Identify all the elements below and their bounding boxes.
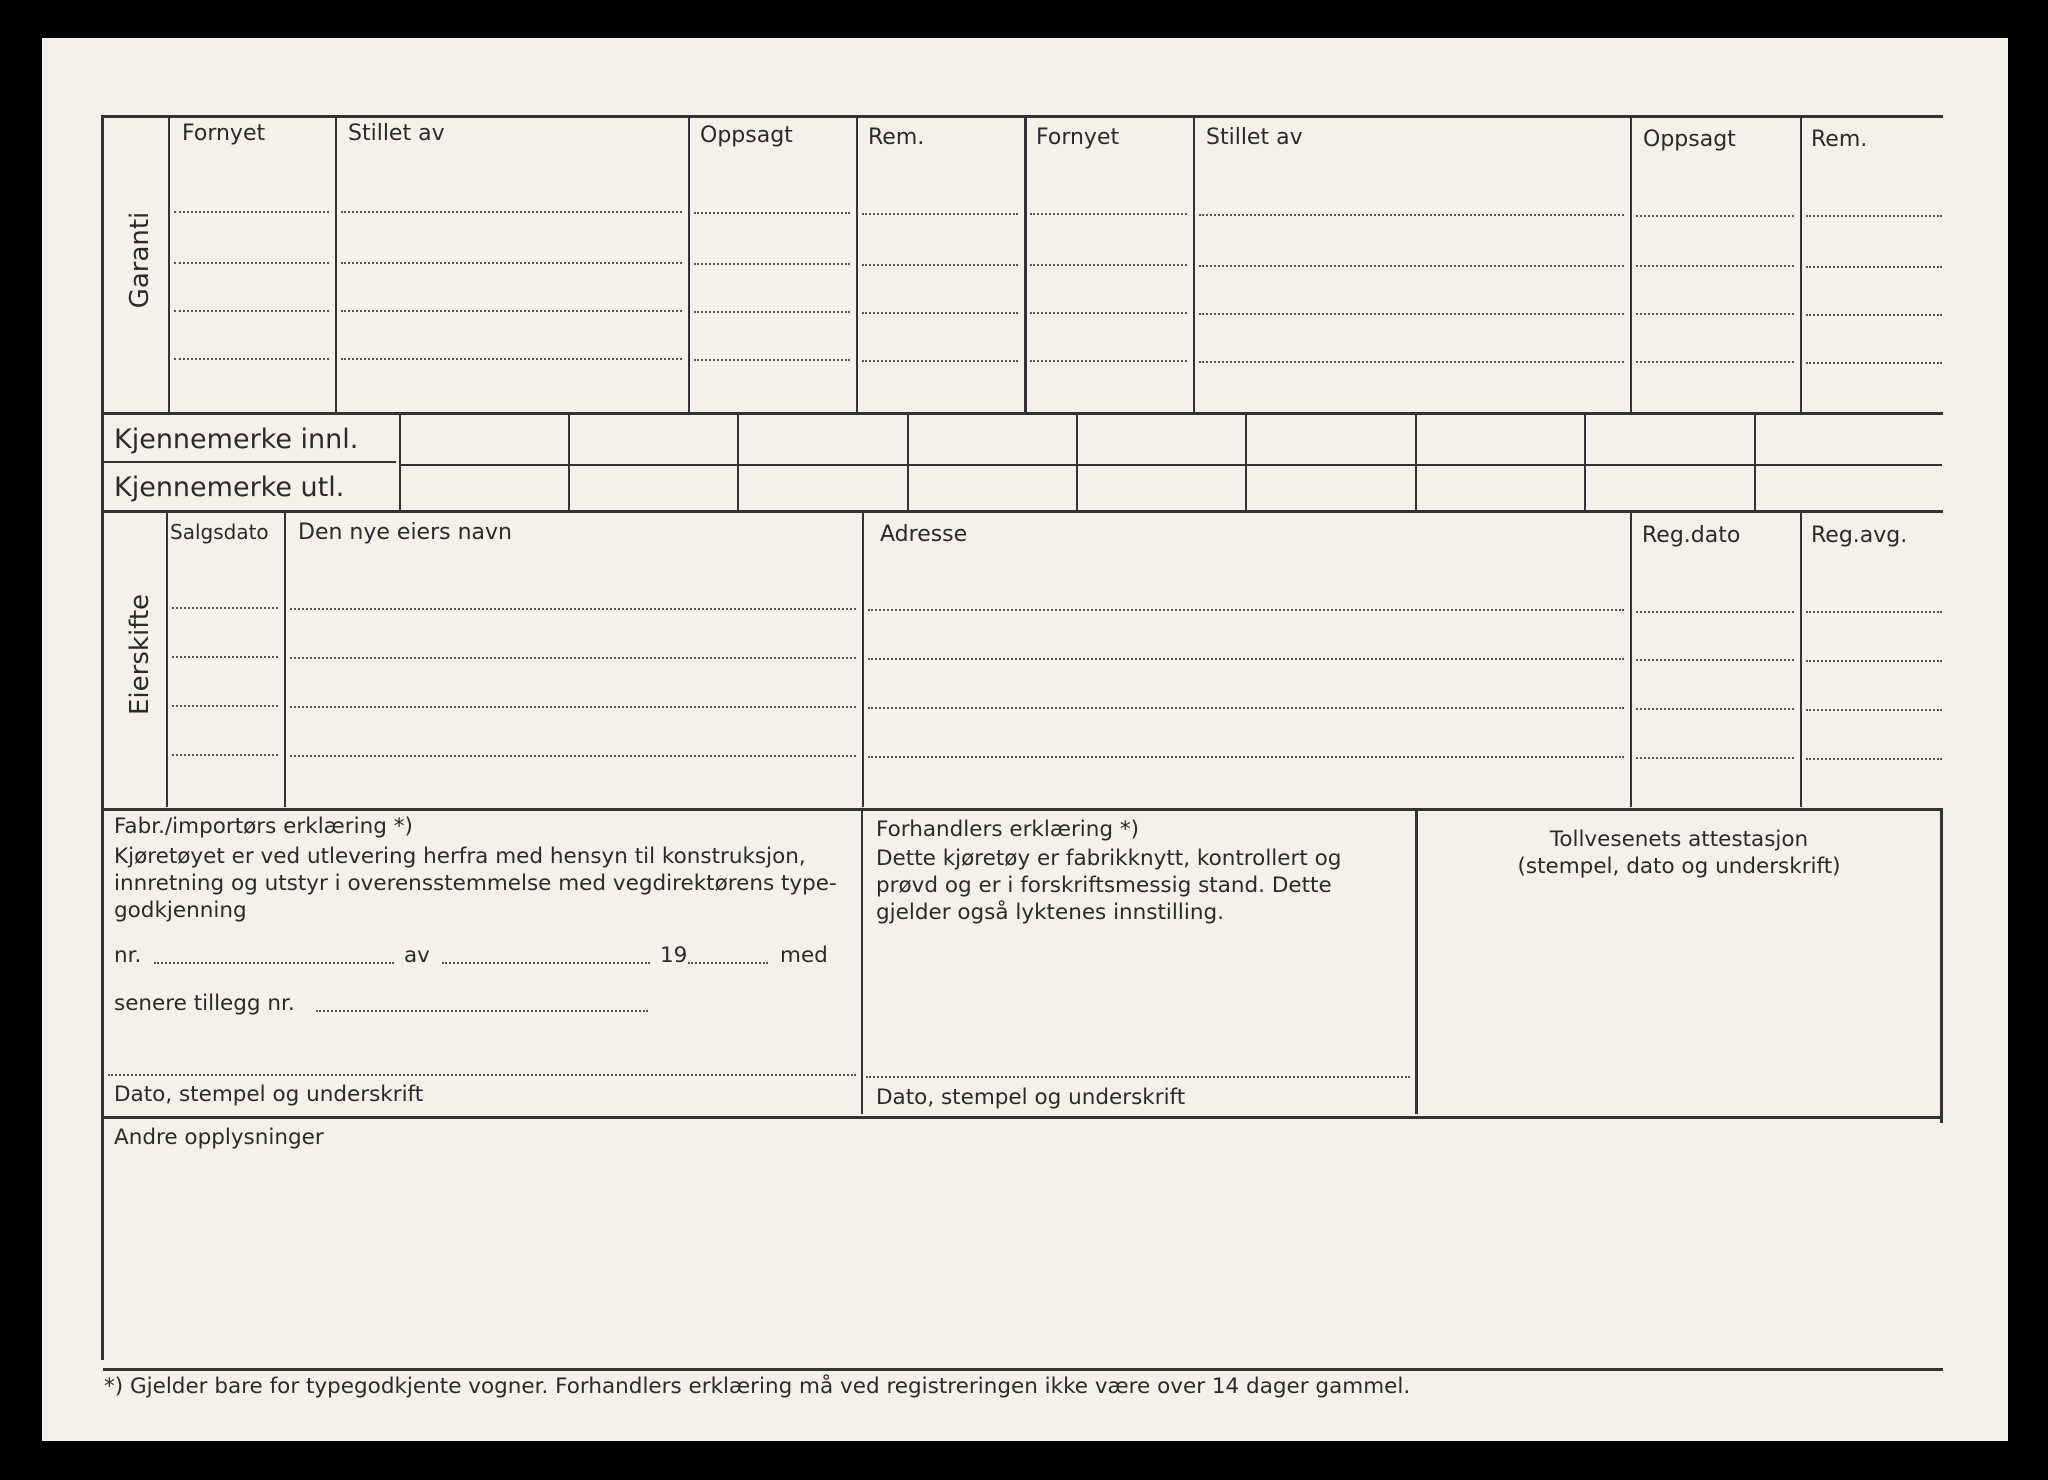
garanti-divider — [335, 117, 337, 412]
tillegg-label: senere tillegg nr. — [114, 991, 295, 1016]
section-separator — [103, 412, 1943, 415]
eierskifte-header-salgsdato: Salgsdato — [170, 520, 269, 544]
kjennemerke-cell-divider — [1754, 415, 1756, 510]
eierskifte-divider — [1630, 513, 1632, 807]
frame-top-line — [103, 115, 1943, 118]
garanti-header-fornyet: Fornyet — [1036, 125, 1120, 150]
nr-field[interactable] — [154, 962, 394, 964]
kjennemerke-row-line — [401, 464, 1942, 466]
garanti-divider — [688, 117, 690, 412]
garanti-divider — [856, 117, 858, 412]
toll-subtitle: (stempel, dato og underskrift) — [1517, 854, 1841, 879]
garanti-label: Garanti — [125, 211, 155, 309]
kjennemerke-cell-divider — [1584, 415, 1586, 510]
section-separator — [103, 1116, 1943, 1119]
forhandler-signature-label: Dato, stempel og underskrift — [876, 1085, 1186, 1110]
eierskifte-divider — [862, 513, 864, 807]
toll-title: Tollvesenets attestasjon — [1549, 827, 1809, 852]
garanti-header-fornyet: Fornyet — [182, 121, 266, 146]
kjennemerke-cell-divider — [1415, 415, 1417, 510]
fabrikant-signature-label: Dato, stempel og underskrift — [114, 1082, 424, 1107]
kjennemerke-cell-divider — [737, 415, 739, 510]
tillegg-field[interactable] — [316, 1010, 648, 1012]
kjennemerke-row-line — [103, 461, 396, 463]
garanti-divider — [1193, 117, 1195, 412]
garanti-divider — [1024, 117, 1027, 412]
garanti-header-stillet-av: Stillet av — [1206, 125, 1303, 150]
kjennemerke-cell-divider — [1245, 415, 1247, 510]
garanti-divider — [1800, 117, 1802, 412]
footnote: *) Gjelder bare for typegodkjente vogner. Forhandlers erklæring må ved registreringen ikke være over 14 dager gammel. — [104, 1374, 1411, 1399]
declaration-right-border — [1940, 811, 1943, 1123]
frame-left-line — [101, 115, 104, 1360]
kjennemerke-utl-label: Kjennemerke utl. — [114, 472, 345, 503]
kjennemerke-cell-divider — [907, 415, 909, 510]
av-field[interactable] — [442, 962, 650, 964]
med-label: med — [780, 943, 828, 968]
forhandler-text-line: gjelder også lyktenes innstilling. — [876, 900, 1224, 925]
eierskifte-divider — [284, 513, 286, 807]
forhandler-text-line: prøvd og er i forskriftsmessig stand. Dette — [876, 873, 1332, 898]
eierskifte-divider — [166, 513, 168, 807]
garanti-header-stillet-av: Stillet av — [348, 121, 445, 146]
declaration-divider — [861, 811, 863, 1114]
fabrikant-title: Fabr./importørs erklæring *) — [114, 814, 413, 839]
garanti-divider — [168, 117, 170, 412]
section-separator — [103, 808, 1943, 811]
garanti-header-rem: Rem. — [868, 125, 925, 150]
fabrikant-text-line: innretning og utstyr i overensstemmelse med vegdirektørens type- — [114, 871, 837, 896]
eierskifte-label: Eierskifte — [125, 593, 155, 715]
forhandler-title: Forhandlers erklæring *) — [876, 817, 1140, 842]
kjennemerke-cell-divider — [399, 415, 401, 510]
garanti-divider — [1630, 117, 1632, 412]
declaration-divider — [1415, 811, 1418, 1114]
kjennemerke-innl-label: Kjennemerke innl. — [114, 424, 359, 455]
av-label: av — [404, 943, 430, 968]
fabrikant-text-line: godkjenning — [114, 898, 247, 923]
forhandler-signature-line[interactable] — [866, 1076, 1410, 1078]
garanti-header-oppsagt: Oppsagt — [700, 123, 793, 148]
year-prefix-label: 19 — [660, 943, 688, 968]
kjennemerke-cell-divider — [568, 415, 570, 510]
garanti-header-oppsagt: Oppsagt — [1643, 127, 1736, 152]
section-separator — [103, 510, 1943, 513]
fabrikant-text-line: Kjøretøyet er ved utlevering herfra med hensyn til konstruksjon, — [114, 844, 806, 869]
year-field[interactable] — [688, 962, 768, 964]
forhandler-text-line: Dette kjøretøy er fabrikknytt, kontrollert og — [876, 846, 1342, 871]
kjennemerke-cell-divider — [1076, 415, 1078, 510]
eierskifte-header-adresse: Adresse — [880, 522, 968, 547]
andre-label: Andre opplysninger — [114, 1125, 324, 1150]
eierskifte-header-reg-avg: Reg.avg. — [1811, 523, 1908, 548]
fabrikant-signature-line[interactable] — [108, 1074, 856, 1076]
nr-label: nr. — [114, 943, 142, 968]
frame-bottom-line — [103, 1368, 1943, 1371]
eierskifte-header-reg-dato: Reg.dato — [1642, 523, 1741, 548]
eierskifte-divider — [1800, 513, 1802, 807]
garanti-header-rem: Rem. — [1811, 127, 1868, 152]
eierskifte-header-navn: Den nye eiers navn — [298, 520, 512, 545]
